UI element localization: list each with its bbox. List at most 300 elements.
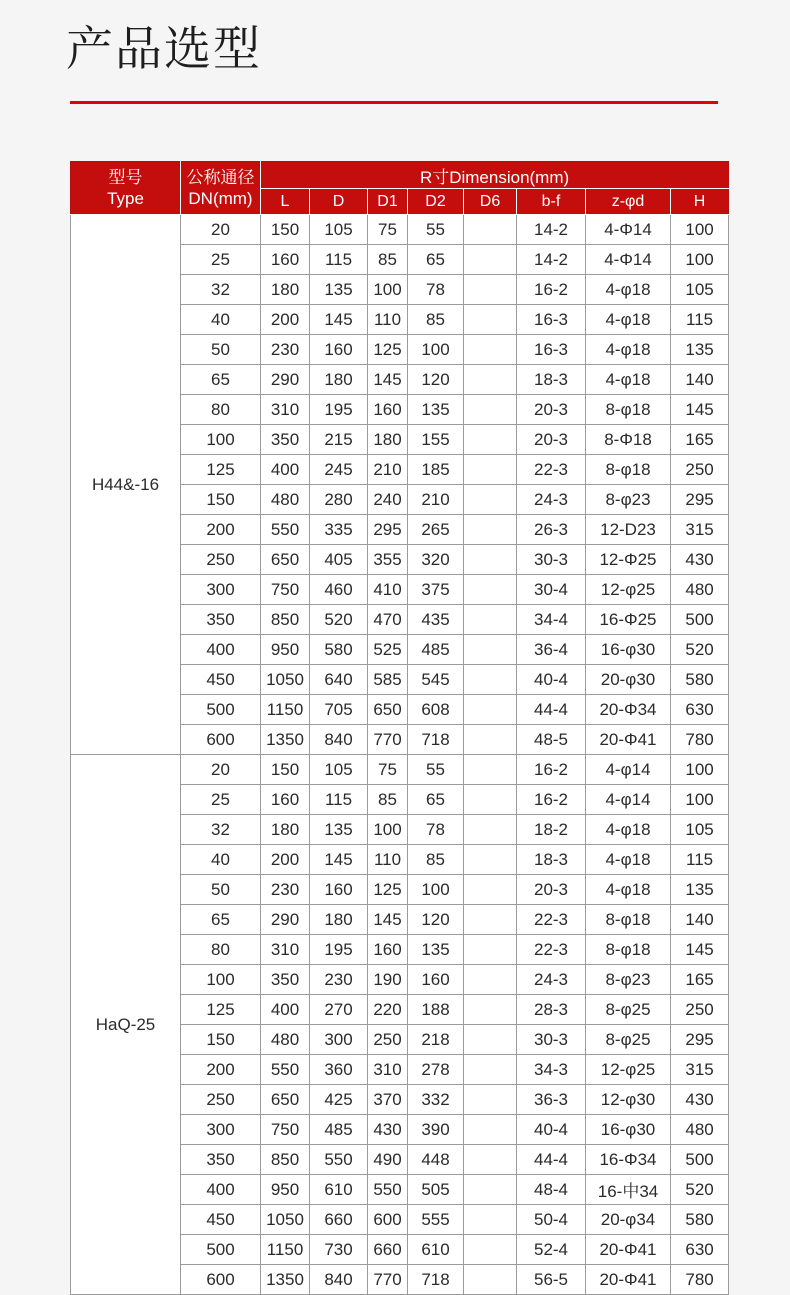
value-cell: 480 — [671, 575, 729, 605]
dn-cell: 350 — [181, 1145, 261, 1175]
value-cell: 210 — [408, 485, 464, 515]
value-cell: 1050 — [261, 1205, 310, 1235]
value-cell: 520 — [671, 635, 729, 665]
dn-cell: 80 — [181, 935, 261, 965]
value-cell: 8-φ18 — [586, 935, 671, 965]
dn-cell: 65 — [181, 365, 261, 395]
dn-cell: 600 — [181, 1265, 261, 1295]
value-cell: 315 — [671, 1055, 729, 1085]
value-cell: 20-φ30 — [586, 665, 671, 695]
model-cell: HaQ-25 — [71, 755, 181, 1295]
col-header-dimension: R寸Dimension(mm) — [261, 162, 729, 189]
value-cell — [464, 305, 517, 335]
value-cell: 135 — [310, 815, 368, 845]
value-cell: 218 — [408, 1025, 464, 1055]
value-cell: 295 — [368, 515, 408, 545]
value-cell: 585 — [368, 665, 408, 695]
value-cell — [464, 485, 517, 515]
value-cell: 480 — [671, 1115, 729, 1145]
value-cell: 430 — [671, 1085, 729, 1115]
table-row — [71, 755, 729, 785]
dn-cell: 300 — [181, 575, 261, 605]
value-cell: 580 — [310, 635, 368, 665]
value-cell: 78 — [408, 815, 464, 845]
value-cell: 36-3 — [517, 1085, 586, 1115]
value-cell: 1150 — [261, 695, 310, 725]
dn-cell: 20 — [181, 755, 261, 785]
value-cell: 180 — [310, 905, 368, 935]
value-cell: 52-4 — [517, 1235, 586, 1265]
value-cell — [464, 1265, 517, 1295]
header-row-main — [71, 162, 729, 189]
value-cell: 135 — [310, 275, 368, 305]
value-cell: 320 — [408, 545, 464, 575]
dn-cell: 80 — [181, 395, 261, 425]
value-cell: 580 — [671, 665, 729, 695]
value-cell: 12-φ30 — [586, 1085, 671, 1115]
value-cell — [464, 995, 517, 1025]
value-cell — [464, 245, 517, 275]
value-cell: 55 — [408, 215, 464, 245]
value-cell: 135 — [671, 335, 729, 365]
value-cell: 405 — [310, 545, 368, 575]
type-label-cn: 型号 — [108, 167, 143, 187]
value-cell: 105 — [671, 815, 729, 845]
value-cell: 295 — [671, 485, 729, 515]
dn-cell: 200 — [181, 515, 261, 545]
value-cell: 770 — [368, 725, 408, 755]
value-cell: 12-Φ25 — [586, 545, 671, 575]
value-cell: 65 — [408, 245, 464, 275]
dn-cell: 400 — [181, 635, 261, 665]
value-cell: 100 — [671, 785, 729, 815]
dn-cell: 50 — [181, 335, 261, 365]
value-cell: 105 — [671, 275, 729, 305]
value-cell: 310 — [368, 1055, 408, 1085]
dn-cell: 200 — [181, 1055, 261, 1085]
table-row — [71, 215, 729, 245]
value-cell: 100 — [368, 275, 408, 305]
value-cell: 190 — [368, 965, 408, 995]
value-cell: 4-φ18 — [586, 305, 671, 335]
value-cell: 470 — [368, 605, 408, 635]
value-cell: 44-4 — [517, 695, 586, 725]
value-cell: 4-φ18 — [586, 335, 671, 365]
value-cell: 110 — [368, 845, 408, 875]
value-cell: 160 — [261, 785, 310, 815]
value-cell: 188 — [408, 995, 464, 1025]
value-cell: 300 — [310, 1025, 368, 1055]
value-cell: 100 — [368, 815, 408, 845]
value-cell: 14-2 — [517, 215, 586, 245]
value-cell: 105 — [310, 215, 368, 245]
value-cell: 34-3 — [517, 1055, 586, 1085]
value-cell: 16-2 — [517, 275, 586, 305]
value-cell: 400 — [261, 995, 310, 1025]
value-cell: 335 — [310, 515, 368, 545]
value-cell: 480 — [261, 1025, 310, 1055]
value-cell: 8-φ25 — [586, 1025, 671, 1055]
value-cell — [464, 725, 517, 755]
value-cell: 550 — [261, 1055, 310, 1085]
value-cell: 24-3 — [517, 485, 586, 515]
value-cell: 140 — [671, 905, 729, 935]
value-cell: 4-φ18 — [586, 875, 671, 905]
value-cell: 85 — [408, 845, 464, 875]
col-header-bf: b-f — [517, 189, 586, 215]
value-cell: 65 — [408, 785, 464, 815]
value-cell: 332 — [408, 1085, 464, 1115]
value-cell: 145 — [671, 395, 729, 425]
value-cell: 400 — [261, 455, 310, 485]
value-cell: 730 — [310, 1235, 368, 1265]
value-cell — [464, 545, 517, 575]
value-cell: 145 — [368, 905, 408, 935]
value-cell — [464, 635, 517, 665]
value-cell: 270 — [310, 995, 368, 1025]
value-cell: 850 — [261, 605, 310, 635]
value-cell: 200 — [261, 845, 310, 875]
value-cell: 610 — [310, 1175, 368, 1205]
dn-cell: 32 — [181, 815, 261, 845]
value-cell: 650 — [261, 1085, 310, 1115]
dn-cell: 20 — [181, 215, 261, 245]
value-cell: 240 — [368, 485, 408, 515]
value-cell: 630 — [671, 695, 729, 725]
value-cell — [464, 1175, 517, 1205]
value-cell: 1350 — [261, 725, 310, 755]
value-cell: 50-4 — [517, 1205, 586, 1235]
value-cell: 705 — [310, 695, 368, 725]
col-header-zphid: z-φd — [586, 189, 671, 215]
value-cell — [464, 365, 517, 395]
type-label-en: Type — [107, 189, 144, 208]
value-cell: 16-Φ25 — [586, 605, 671, 635]
value-cell: 4-φ14 — [586, 785, 671, 815]
value-cell: 430 — [368, 1115, 408, 1145]
value-cell: 20-Φ34 — [586, 695, 671, 725]
value-cell: 435 — [408, 605, 464, 635]
value-cell: 580 — [671, 1205, 729, 1235]
value-cell — [464, 515, 517, 545]
value-cell: 30-4 — [517, 575, 586, 605]
title-underline — [70, 101, 718, 104]
value-cell: 20-φ34 — [586, 1205, 671, 1235]
value-cell: 250 — [368, 1025, 408, 1055]
value-cell: 8-φ18 — [586, 455, 671, 485]
value-cell: 4-φ14 — [586, 755, 671, 785]
value-cell: 1050 — [261, 665, 310, 695]
value-cell — [464, 395, 517, 425]
value-cell: 750 — [261, 575, 310, 605]
value-cell: 22-3 — [517, 935, 586, 965]
value-cell: 120 — [408, 365, 464, 395]
value-cell: 100 — [671, 245, 729, 275]
value-cell: 245 — [310, 455, 368, 485]
value-cell: 24-3 — [517, 965, 586, 995]
value-cell: 22-3 — [517, 455, 586, 485]
value-cell: 660 — [368, 1235, 408, 1265]
value-cell: 185 — [408, 455, 464, 485]
value-cell: 1350 — [261, 1265, 310, 1295]
value-cell: 290 — [261, 365, 310, 395]
value-cell — [464, 1145, 517, 1175]
value-cell: 18-2 — [517, 815, 586, 845]
value-cell: 135 — [671, 875, 729, 905]
value-cell: 315 — [671, 515, 729, 545]
value-cell: 180 — [261, 275, 310, 305]
dn-cell: 400 — [181, 1175, 261, 1205]
value-cell: 48-5 — [517, 725, 586, 755]
value-cell: 630 — [671, 1235, 729, 1265]
dn-cell: 600 — [181, 725, 261, 755]
value-cell: 115 — [671, 845, 729, 875]
value-cell: 140 — [671, 365, 729, 395]
col-header-d2: D2 — [408, 189, 464, 215]
value-cell: 4-φ18 — [586, 845, 671, 875]
value-cell — [464, 1025, 517, 1055]
value-cell — [464, 665, 517, 695]
value-cell: 265 — [408, 515, 464, 545]
value-cell: 160 — [368, 935, 408, 965]
value-cell: 20-Φ41 — [586, 1265, 671, 1295]
dn-cell: 250 — [181, 1085, 261, 1115]
dn-cell: 50 — [181, 875, 261, 905]
value-cell: 160 — [408, 965, 464, 995]
value-cell: 718 — [408, 725, 464, 755]
value-cell — [464, 905, 517, 935]
col-header-d: D — [310, 189, 368, 215]
value-cell — [464, 755, 517, 785]
value-cell: 360 — [310, 1055, 368, 1085]
dn-label-cn: 公称通径 — [186, 167, 255, 187]
value-cell: 12-φ25 — [586, 575, 671, 605]
value-cell: 355 — [368, 545, 408, 575]
value-cell: 480 — [261, 485, 310, 515]
value-cell: 20-Φ41 — [586, 1235, 671, 1265]
value-cell: 550 — [368, 1175, 408, 1205]
value-cell: 20-3 — [517, 395, 586, 425]
value-cell: 40-4 — [517, 665, 586, 695]
value-cell: 278 — [408, 1055, 464, 1085]
value-cell: 230 — [310, 965, 368, 995]
value-cell: 180 — [261, 815, 310, 845]
value-cell: 8-φ25 — [586, 995, 671, 1025]
value-cell: 26-3 — [517, 515, 586, 545]
value-cell: 36-4 — [517, 635, 586, 665]
value-cell — [464, 575, 517, 605]
value-cell: 20-3 — [517, 425, 586, 455]
model-cell: H44&-16 — [71, 215, 181, 755]
value-cell: 180 — [368, 425, 408, 455]
value-cell: 22-3 — [517, 905, 586, 935]
value-cell: 350 — [261, 965, 310, 995]
value-cell: 145 — [368, 365, 408, 395]
table-header — [71, 162, 729, 215]
value-cell: 16-2 — [517, 755, 586, 785]
value-cell: 718 — [408, 1265, 464, 1295]
value-cell: 160 — [368, 395, 408, 425]
dn-cell: 350 — [181, 605, 261, 635]
value-cell: 30-3 — [517, 545, 586, 575]
dn-cell: 250 — [181, 545, 261, 575]
value-cell — [464, 1115, 517, 1145]
value-cell: 500 — [671, 605, 729, 635]
dn-cell: 500 — [181, 1235, 261, 1265]
value-cell: 370 — [368, 1085, 408, 1115]
value-cell — [464, 785, 517, 815]
value-cell — [464, 1235, 517, 1265]
dn-cell: 32 — [181, 275, 261, 305]
value-cell: 12-D23 — [586, 515, 671, 545]
col-header-d6: D6 — [464, 189, 517, 215]
value-cell: 85 — [368, 785, 408, 815]
value-cell — [464, 1085, 517, 1115]
value-cell: 525 — [368, 635, 408, 665]
value-cell — [464, 215, 517, 245]
value-cell: 150 — [261, 215, 310, 245]
value-cell: 840 — [310, 1265, 368, 1295]
value-cell: 18-3 — [517, 365, 586, 395]
dn-cell: 40 — [181, 305, 261, 335]
dn-cell: 125 — [181, 995, 261, 1025]
value-cell: 350 — [261, 425, 310, 455]
value-cell: 4-Φ14 — [586, 245, 671, 275]
value-cell: 555 — [408, 1205, 464, 1235]
value-cell: 105 — [310, 755, 368, 785]
value-cell: 210 — [368, 455, 408, 485]
value-cell: 30-3 — [517, 1025, 586, 1055]
value-cell: 18-3 — [517, 845, 586, 875]
value-cell: 115 — [671, 305, 729, 335]
value-cell: 430 — [671, 545, 729, 575]
value-cell: 155 — [408, 425, 464, 455]
value-cell: 770 — [368, 1265, 408, 1295]
value-cell — [464, 275, 517, 305]
value-cell: 750 — [261, 1115, 310, 1145]
value-cell: 290 — [261, 905, 310, 935]
value-cell: 4-Φ14 — [586, 215, 671, 245]
value-cell: 160 — [310, 875, 368, 905]
value-cell — [464, 875, 517, 905]
value-cell — [464, 335, 517, 365]
dn-cell: 65 — [181, 905, 261, 935]
value-cell: 8-Φ18 — [586, 425, 671, 455]
value-cell: 850 — [261, 1145, 310, 1175]
value-cell: 230 — [261, 335, 310, 365]
value-cell: 4-φ18 — [586, 275, 671, 305]
dn-cell: 100 — [181, 425, 261, 455]
value-cell: 950 — [261, 1175, 310, 1205]
value-cell: 110 — [368, 305, 408, 335]
value-cell: 460 — [310, 575, 368, 605]
value-cell: 500 — [671, 1145, 729, 1175]
value-cell: 195 — [310, 395, 368, 425]
dn-cell: 300 — [181, 1115, 261, 1145]
value-cell: 8-φ23 — [586, 485, 671, 515]
product-spec-table — [70, 161, 729, 1295]
value-cell: 14-2 — [517, 245, 586, 275]
value-cell: 485 — [310, 1115, 368, 1145]
value-cell: 135 — [408, 395, 464, 425]
value-cell: 160 — [310, 335, 368, 365]
col-header-l: L — [261, 189, 310, 215]
dn-cell: 125 — [181, 455, 261, 485]
value-cell: 180 — [310, 365, 368, 395]
value-cell: 8-φ18 — [586, 905, 671, 935]
value-cell: 125 — [368, 875, 408, 905]
value-cell: 145 — [310, 845, 368, 875]
value-cell: 610 — [408, 1235, 464, 1265]
value-cell: 250 — [671, 455, 729, 485]
value-cell: 505 — [408, 1175, 464, 1205]
value-cell: 160 — [261, 245, 310, 275]
value-cell: 215 — [310, 425, 368, 455]
value-cell — [464, 935, 517, 965]
value-cell: 200 — [261, 305, 310, 335]
value-cell — [464, 845, 517, 875]
value-cell: 310 — [261, 935, 310, 965]
value-cell: 78 — [408, 275, 464, 305]
value-cell: 490 — [368, 1145, 408, 1175]
value-cell — [464, 1055, 517, 1085]
value-cell: 520 — [671, 1175, 729, 1205]
dn-cell: 100 — [181, 965, 261, 995]
value-cell: 28-3 — [517, 995, 586, 1025]
page-title: 产品选型 — [66, 22, 262, 75]
value-cell: 650 — [368, 695, 408, 725]
value-cell: 20-3 — [517, 875, 586, 905]
value-cell: 16-φ30 — [586, 1115, 671, 1145]
value-cell: 75 — [368, 755, 408, 785]
value-cell: 545 — [408, 665, 464, 695]
value-cell: 550 — [261, 515, 310, 545]
value-cell: 16-2 — [517, 785, 586, 815]
dn-label-en: DN(mm) — [188, 189, 253, 208]
value-cell: 550 — [310, 1145, 368, 1175]
value-cell: 295 — [671, 1025, 729, 1055]
value-cell — [464, 815, 517, 845]
value-cell: 608 — [408, 695, 464, 725]
value-cell: 145 — [671, 935, 729, 965]
value-cell — [464, 455, 517, 485]
value-cell: 520 — [310, 605, 368, 635]
value-cell: 165 — [671, 965, 729, 995]
value-cell: 280 — [310, 485, 368, 515]
col-header-h: H — [671, 189, 729, 215]
value-cell: 16-3 — [517, 305, 586, 335]
value-cell: 115 — [310, 245, 368, 275]
dn-cell: 150 — [181, 485, 261, 515]
value-cell: 165 — [671, 425, 729, 455]
value-cell: 310 — [261, 395, 310, 425]
value-cell: 16-3 — [517, 335, 586, 365]
value-cell: 12-φ25 — [586, 1055, 671, 1085]
value-cell: 390 — [408, 1115, 464, 1145]
value-cell: 34-4 — [517, 605, 586, 635]
value-cell: 425 — [310, 1085, 368, 1115]
value-cell: 8-φ23 — [586, 965, 671, 995]
dn-cell: 25 — [181, 245, 261, 275]
value-cell: 40-4 — [517, 1115, 586, 1145]
value-cell — [464, 1205, 517, 1235]
value-cell: 4-φ18 — [586, 365, 671, 395]
dn-cell: 40 — [181, 845, 261, 875]
value-cell — [464, 605, 517, 635]
value-cell: 780 — [671, 725, 729, 755]
value-cell: 44-4 — [517, 1145, 586, 1175]
dn-cell: 25 — [181, 785, 261, 815]
